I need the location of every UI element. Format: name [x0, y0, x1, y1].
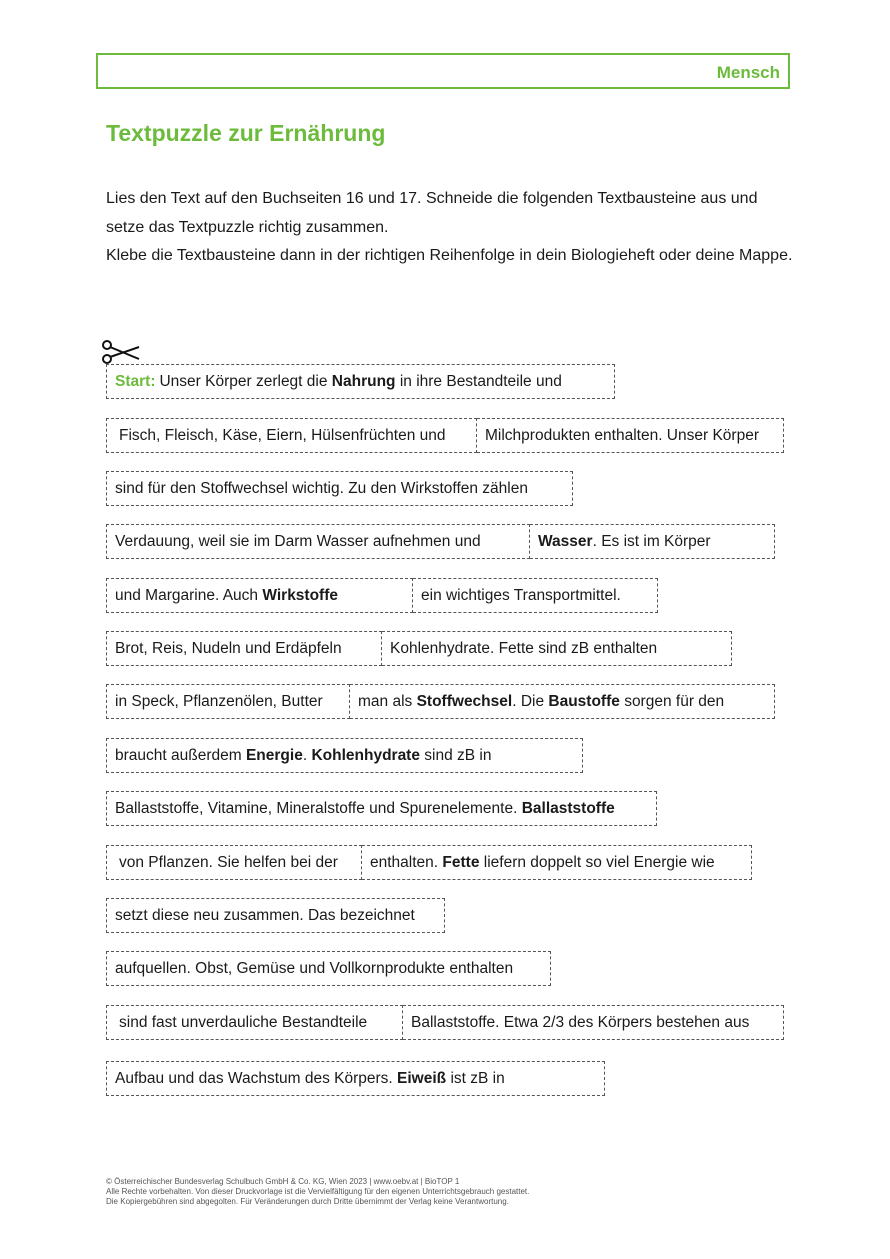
puzzle-piece[interactable]: [413, 578, 658, 613]
footer-line: Alle Rechte vorbehalten. Von dieser Druckvorlage ist die Vervielfältigung für den eigenen Unterrichtsgebrauch gestattet.: [106, 1187, 530, 1196]
piece-keyword: Wasser: [538, 532, 593, 550]
piece-text: Aufbau und das Wachstum des Körpers.: [115, 1069, 393, 1087]
puzzle-row: [106, 524, 775, 559]
puzzle-piece[interactable]: [106, 738, 583, 773]
puzzle-piece[interactable]: [106, 684, 350, 719]
piece-text: in Speck, Pflanzenölen, Butter: [115, 692, 323, 710]
piece-text: man als: [358, 692, 413, 710]
piece-text: enthalten.: [370, 853, 439, 871]
piece-keyword: Wirkstoffe: [262, 586, 339, 604]
piece-text: Milchprodukten enthalten. Unser Körper: [485, 426, 759, 444]
piece-text: Unser Körper zerlegt die: [159, 372, 328, 390]
puzzle-row: [106, 418, 784, 453]
piece-text: ein wichtiges Transportmittel.: [421, 586, 621, 604]
puzzle-piece[interactable]: [362, 845, 752, 880]
piece-keyword: Fette: [442, 853, 480, 871]
piece-keyword: Kohlenhydrate: [311, 746, 420, 764]
piece-keyword: Eiweiß: [397, 1069, 447, 1087]
piece-text: Ballaststoffe, Vitamine, Mineralstoffe und Spurenelemente.: [115, 799, 518, 817]
piece-text: von Pflanzen. Sie helfen bei der: [119, 853, 338, 871]
piece-text: ist zB in: [450, 1069, 505, 1087]
piece-text: sind für den Stoffwechsel wichtig. Zu den Wirkstoffen zählen: [115, 479, 528, 497]
header-label: Mensch: [716, 63, 780, 82]
piece-text: . Es ist im Körper: [592, 532, 711, 550]
piece-keyword: Nahrung: [331, 372, 396, 390]
puzzle-row: [106, 738, 583, 773]
piece-text: und Margarine. Auch: [115, 586, 259, 604]
piece-text: sind zB in: [424, 746, 492, 764]
piece-text: .: [302, 746, 308, 764]
piece-keyword: Stoffwechsel: [416, 692, 513, 710]
piece-text: Kohlenhydrate. Fette sind zB enthalten: [390, 639, 658, 657]
footer: [106, 1177, 806, 1207]
puzzle-piece[interactable]: [106, 471, 573, 506]
puzzle-piece[interactable]: [106, 418, 477, 453]
piece-text: . Die: [512, 692, 545, 710]
puzzle-piece[interactable]: [403, 1005, 784, 1040]
piece-text: Ballaststoffe. Etwa 2/3 des Körpers bestehen aus: [411, 1013, 750, 1031]
piece-text: Verdauung, weil sie im Darm Wasser aufnehmen und: [115, 532, 481, 550]
puzzle-piece[interactable]: [106, 1061, 605, 1096]
piece-text: sind fast unverdauliche Bestandteile: [119, 1013, 368, 1031]
puzzle-row: [106, 631, 732, 666]
puzzle-piece[interactable]: [350, 684, 775, 719]
instructions: [106, 185, 796, 271]
footer-line: Die Kopiergebühren sind abgegolten. Für Veränderungen durch Dritte übernimmt der Verlag keine Verantwortung.: [106, 1197, 509, 1206]
puzzle-row: [106, 1061, 605, 1096]
puzzle-row: [106, 845, 752, 880]
puzzle-piece[interactable]: [106, 898, 445, 933]
instruction-paragraph: Lies den Text auf den Buchseiten 16 und 17. Schneide die folgenden Textbausteine aus und setze das Textpuzzle richtig zusammen.: [106, 190, 758, 236]
puzzle-piece[interactable]: [106, 364, 615, 399]
puzzle-row: [106, 471, 573, 506]
piece-text: sorgen für den: [624, 692, 725, 710]
puzzle-piece[interactable]: [530, 524, 775, 559]
piece-keyword: Baustoffe: [548, 692, 620, 710]
puzzle-row: [106, 951, 551, 986]
header-box: [96, 53, 790, 89]
page-title: Textpuzzle zur Ernährung: [106, 120, 386, 146]
puzzle-row: [106, 578, 658, 613]
piece-text: setzt diese neu zusammen. Das bezeichnet: [115, 906, 415, 924]
puzzle-piece[interactable]: [106, 1005, 403, 1040]
piece-text: liefern doppelt so viel Energie wie: [483, 853, 715, 871]
piece-text: Fisch, Fleisch, Käse, Eiern, Hülsenfrüchten und: [119, 426, 446, 444]
puzzle-row: [106, 791, 657, 826]
puzzle-piece[interactable]: [106, 631, 382, 666]
puzzle-piece[interactable]: [382, 631, 732, 666]
puzzle-piece[interactable]: [477, 418, 784, 453]
puzzle-piece[interactable]: [106, 951, 551, 986]
puzzle-row: [106, 684, 775, 719]
puzzle-piece[interactable]: [106, 524, 530, 559]
footer-line: © Österreichischer Bundesverlag Schulbuch GmbH & Co. KG, Wien 2023 | www.oebv.at | BioTOP 1: [106, 1177, 460, 1186]
start-label: Start:: [115, 372, 156, 390]
puzzle-row: [106, 898, 445, 933]
piece-text: in ihre Bestandteile und: [399, 372, 562, 390]
piece-text: aufquellen. Obst, Gemüse und Vollkornprodukte enthalten: [115, 959, 514, 977]
instruction-paragraph: Klebe die Textbausteine dann in der richtigen Reihenfolge in dein Biologieheft oder deine Mappe.: [106, 247, 793, 264]
piece-keyword: Ballaststoffe: [521, 799, 615, 817]
puzzle-piece[interactable]: [106, 791, 657, 826]
scissors-icon: [101, 339, 141, 367]
puzzle-row: [106, 1005, 784, 1040]
puzzle-piece[interactable]: [106, 845, 362, 880]
piece-text: Brot, Reis, Nudeln und Erdäpfeln: [115, 639, 342, 657]
puzzle-piece[interactable]: [106, 578, 413, 613]
puzzle-row: [106, 364, 615, 399]
piece-text: braucht außerdem: [115, 746, 242, 764]
piece-keyword: Energie: [245, 746, 303, 764]
